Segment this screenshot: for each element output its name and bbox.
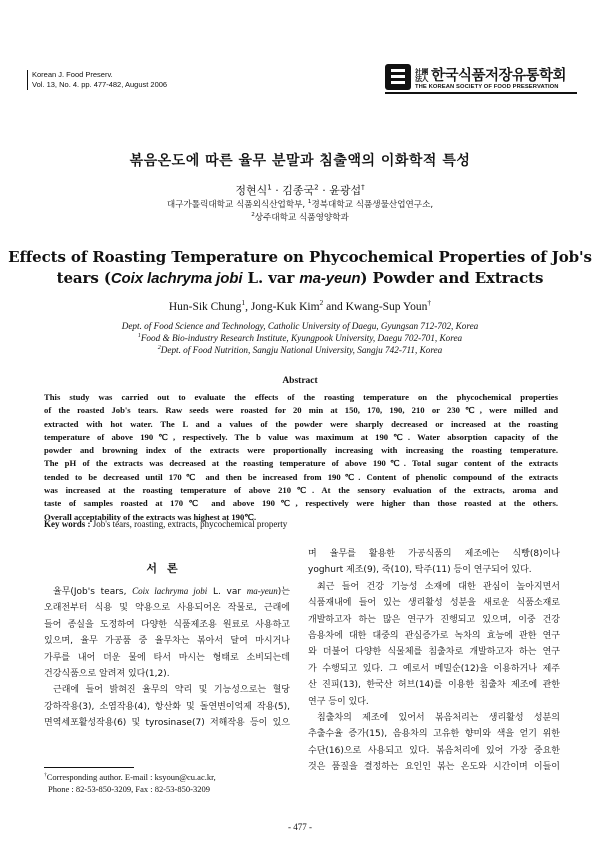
korean-author-1-sup: 1 <box>267 182 272 192</box>
abstract-heading: Abstract <box>282 376 318 386</box>
header-rule <box>385 92 577 94</box>
abstract-line: The pH of the extracts was decreased at the roasting temperature of above 190℃. Total sugar content of the extracts <box>44 458 558 469</box>
body-line: 최근 들어 건강 기능성 소재에 대한 관심이 높아지면서 <box>317 581 560 592</box>
abstract-line: This study was carried out to evaluate the effects of the roasting temperature on the phycochemical properties <box>44 392 558 402</box>
journal-citation <box>27 70 167 90</box>
body-line: 면역세포활성작용(6) 및 tyrosinase(7) 저해작용 등이 있으 <box>44 718 290 729</box>
english-authors <box>0 298 600 313</box>
title-part: tears ( <box>56 269 111 287</box>
korean-affil-sup: 1 <box>307 199 312 206</box>
korean-affil-text: 대구가톨릭대학교 식품외식산업학부, <box>166 200 308 210</box>
body-text: )는 <box>277 587 290 597</box>
author-separator: · <box>318 184 330 197</box>
english-author-2: , Jong-Kuk Kim <box>245 301 320 313</box>
abstract-line: extracted with hot water. The L and a values of the powder were sharply decreased or increased at the roasting <box>44 418 558 429</box>
body-line: 식품재내에 들어 있는 생리활성 성분을 새로운 식품소재로 <box>308 598 560 609</box>
body-line: 연구 등이 있다. <box>308 696 369 707</box>
korean-author-2: 김종국 <box>282 184 315 197</box>
english-author-3-sup: † <box>427 298 432 308</box>
footnote-mark: † <box>44 772 47 779</box>
abstract-body <box>44 391 558 524</box>
right-column <box>308 546 560 776</box>
body-line: 개발하고자 하는 많은 연구가 진행되고 있으며, 이중 건강 <box>308 614 560 625</box>
body-text: L. var <box>207 587 247 597</box>
body-variety: ma-yeun <box>246 586 278 596</box>
abstract-line: temperature of above 190℃, respectively. The b value was maximum at 190℃. Water absorption capacity of the <box>44 431 558 442</box>
korean-author-1: 정현식 <box>235 184 268 197</box>
page-number: - 477 - <box>288 822 312 832</box>
korean-affil-text-2: 경북대학교 식품생물산업연구소, <box>311 200 434 210</box>
body-line: 강하작용(3), 소염작용(4), 항산화 및 돌연변이억제 작용(5), <box>44 701 290 712</box>
body-line: 침출차의 제조에 있어서 볶음처리는 생리활성 성분의 <box>317 713 560 724</box>
title-variety: ma-yeun <box>299 270 361 287</box>
society-english-name: THE KOREAN SOCIETY OF FOOD PRESERVATION <box>415 84 559 90</box>
body-line: 며 율무를 활용한 가공식품의 제조에는 식빵(8)이나 <box>308 549 560 559</box>
footnote-email: Corresponding author. E-mail : ksyoun@cu.ac.kr, <box>46 772 216 782</box>
author-separator: · <box>271 184 283 197</box>
korean-affil2-sup: 2 <box>251 212 255 219</box>
english-title-line-2 <box>0 269 600 287</box>
title-species: Coix lachryma jobi <box>110 270 243 287</box>
abstract-line: taste of samples roasted at 170℃ and above 190℃, respectively were higher than those roasted at the others. <box>44 498 558 509</box>
title-part: ) Powder and Extracts <box>360 269 544 287</box>
body-line: 근래에 들어 밝혀진 율무의 약리 및 기능성으로는 혈당 <box>53 685 290 696</box>
english-author-1-sup: 1 <box>241 298 246 308</box>
body-text: 율무(Job's tears, <box>53 587 133 597</box>
journal-volume: Vol. 13, No. 4. pp. 477-482, August 2006 <box>32 80 168 89</box>
title-part: L. var <box>242 269 300 287</box>
footnote-rule <box>44 767 134 768</box>
body-line: 건강식품으로 알려져 있다(1,2). <box>44 669 170 680</box>
keywords-text: Job's tears, roasting, extracts, phycochemical property <box>90 519 288 529</box>
korean-title: 볶음온도에 따른 율무 분말과 침출액의 이화학적 특성 <box>129 153 471 169</box>
english-affiliation-2 <box>0 333 600 343</box>
section-title-introduction: 서론 <box>146 562 188 575</box>
korean-authors <box>0 182 600 198</box>
society-korean-name <box>415 64 566 85</box>
body-line: 오래전부터 식용 및 약용으로 사용되어온 작물로, 근래에 <box>44 603 290 614</box>
korean-affiliation-2 <box>0 211 600 223</box>
body-line: 수단(16)으로 사용되고 있다. 볶음처리에 있어 가장 중요한 <box>308 745 560 756</box>
society-prefix: 社團法人 <box>415 68 428 83</box>
body-line: 음용차에 대한 대중의 관심증가로 녹차의 효능에 관한 연구 <box>308 631 560 642</box>
abstract-line: was increased at the roasting temperature of above 210℃. At the sensory evaluation of the extracts, aroma and <box>44 485 558 496</box>
english-affil3-sup: 2 <box>157 344 161 351</box>
english-affil3-text: Dept. of Food Nutrition, Sangju National University, Sangju 742-711, Korea <box>160 345 443 355</box>
society-korean-text: 한국식품저장유통학회 <box>431 68 567 84</box>
keywords-label: Key words : <box>44 519 91 529</box>
english-affiliation-1: Dept. of Food Science and Technology, Catholic University of Daegu, Gyungsan 712-702, Korea <box>121 321 479 331</box>
corresponding-author-footnote <box>44 771 216 795</box>
english-affil2-sup: 1 <box>137 332 141 339</box>
korean-author-2-sup: 2 <box>314 182 319 192</box>
body-line: 가루를 내어 더운 물에 타서 마시는 형태로 소비되는데 <box>44 652 290 663</box>
body-line: 와 더불어 다양한 식물체를 침출차로 개발하고자 하는 연구 <box>308 647 560 658</box>
english-author-1: Hun-Sik Chung <box>168 301 242 313</box>
english-affil2-text: Food & Bio-industry Research Institute, Kyungpook University, Daegu 702-701, Korea <box>140 333 463 343</box>
footnote-line-2: Phone : 82-53-850-3209, Fax : 82-53-850-3209 <box>48 784 210 794</box>
abstract-line: of the roasted Job's tears. Raw seeds were roasted for 20 min at 150, 170, 190, 210 or 230℃, were milled and <box>44 405 558 416</box>
korean-author-3-sup: † <box>361 182 365 192</box>
abstract-line: tended to be decreased until 170℃ and then be increased from 190℃. Content of phenolic compound of the extracts <box>44 471 558 482</box>
body-line: 것은 품질을 결정하는 요인인 볶는 온도와 시간이며 이들이 <box>308 762 560 773</box>
body-line: 추출수율 증가(15), 음용차의 고유한 향미와 색을 얻기 위한 <box>308 729 560 740</box>
body-line: 가 수행되고 있다. 그 예로서 메밀순(12)을 이용하거나 제주 <box>308 663 560 674</box>
english-affiliation-3 <box>0 345 600 355</box>
body-line: 있으며, 율무 가공품 중 율무차는 볶아서 달여 마시거나 <box>44 636 290 647</box>
body-line <box>44 583 290 600</box>
korean-affiliation-1 <box>0 198 600 210</box>
body-line: 들어 종실을 도정하여 다양한 식품제조용 원료로 사용하고 <box>44 619 290 630</box>
body-line: yoghurt 제조(9), 죽(10), 탁주(11) 등이 연구되어 있다. <box>308 565 532 576</box>
body-species: Coix lachryma jobi <box>132 586 208 596</box>
society-emblem-icon <box>385 64 411 90</box>
abstract-line: Overall acceptability of the extracts was highest at 190℃. <box>44 511 257 522</box>
keywords <box>44 519 287 529</box>
left-column <box>44 583 290 732</box>
body-line: 산 진피(13), 한국산 허브(14)를 이용한 침출차 제조에 관한 <box>308 680 560 691</box>
english-author-2-sup: 2 <box>319 298 324 308</box>
journal-name: Korean J. Food Preserv. <box>32 70 113 79</box>
abstract-line: powder and browning index of the extracts were proportionally increasing with increasing the roasting temperature. <box>44 445 558 456</box>
footnote-line-1 <box>44 771 216 783</box>
english-author-3: and Kwang-Sup Youn <box>323 301 428 313</box>
korean-affil2-text: 상주대학교 식품영양학과 <box>254 213 349 223</box>
korean-author-3: 윤광섭 <box>329 184 362 197</box>
english-title-line-1: Effects of Roasting Temperature on Phycochemical Properties of Job's <box>8 248 592 266</box>
